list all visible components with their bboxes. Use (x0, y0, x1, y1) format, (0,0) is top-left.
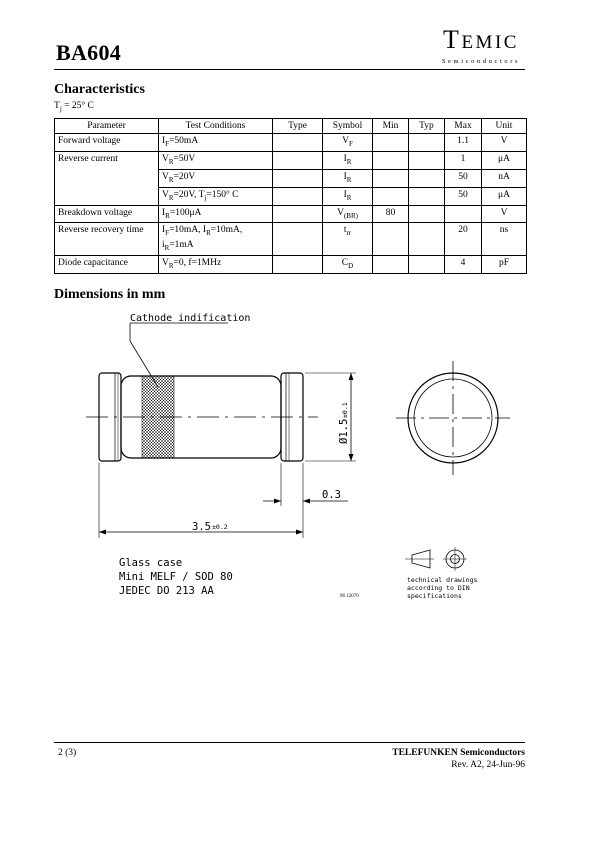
symbol-cell: $V_{(BR)}$ (323, 205, 373, 223)
max-cell: 50 (445, 169, 482, 187)
package-line: Glass case (119, 557, 183, 569)
brand-rest: EMIC (461, 32, 519, 53)
unit-cell: ns (482, 223, 527, 256)
col-header: Typ (409, 119, 445, 134)
param-cell: Diode capacitance (55, 256, 159, 274)
diode-end-view (396, 361, 510, 475)
unit-cell: μA (482, 151, 527, 169)
max-cell: 50 (445, 187, 482, 205)
din-note-line: technical drawings (407, 576, 478, 584)
length-label: 3.5 (192, 521, 211, 533)
col-header: Min (373, 119, 409, 134)
band-label: 0.3 (322, 489, 341, 501)
characteristics-heading: Characteristics (54, 82, 145, 97)
temperature-condition: $T_j = 25^\circ$ C (54, 101, 94, 113)
col-header: Parameter (55, 119, 159, 134)
package-line: Mini MELF / SOD 80 (119, 571, 233, 583)
unit-cell: V (482, 205, 527, 223)
param-cell: Reverse current (55, 151, 159, 169)
din-note-line: according to DIN (407, 584, 470, 592)
param-cell: Forward voltage (55, 134, 159, 152)
dimensions-heading: Dimensions in mm (54, 287, 166, 302)
diameter-tolerance: ±0.1 (341, 402, 349, 418)
min-cell: 80 (373, 205, 409, 223)
symbol-cell: $t_{rr}$ (323, 223, 373, 256)
diode-side-view (86, 373, 318, 461)
max-cell: 4 (445, 256, 482, 274)
condition-cell: $I_F=50mA$ (159, 134, 273, 152)
condition-cell: $I_F=10mA$, $I_R=10mA$, $i_R=1mA$ (159, 223, 273, 256)
band-dimension (263, 463, 348, 506)
condition-cell: $V_R=20V$ (159, 169, 273, 187)
cathode-label: Cathode indification (130, 313, 251, 324)
unit-cell: pF (482, 256, 527, 274)
brand-cap: T (443, 25, 462, 54)
diameter-label: Ø1.5 (338, 418, 350, 444)
unit-cell: V (482, 134, 527, 152)
symbol-cell: $V_F$ (323, 134, 373, 152)
max-cell: 1 (445, 151, 482, 169)
part-number: BA604 (56, 40, 122, 65)
param-cell: Reverse recovery time (55, 223, 159, 256)
max-cell: 20 (445, 223, 482, 256)
drawing-id: 96 12070 (340, 594, 359, 599)
din-note-line: specifications (407, 592, 462, 600)
col-header: Symbol (323, 119, 373, 134)
footer-company: TELEFUNKEN Semiconductors (392, 748, 525, 758)
condition-cell: $V_R=50V$ (159, 151, 273, 169)
max-cell: 1.1 (445, 134, 482, 152)
param-cell: Breakdown voltage (55, 205, 159, 223)
din-projection-symbol (405, 547, 467, 571)
symbol-cell: $C_D$ (323, 256, 373, 274)
footer-revision: Rev. A2, 24-Jun-96 (451, 760, 525, 770)
length-tolerance: ±0.2 (212, 523, 228, 531)
unit-cell: nA (482, 169, 527, 187)
col-header: Max (445, 119, 482, 134)
symbol-cell: $I_R$ (323, 169, 373, 187)
condition-cell: $V_R=0$, f=1MHz (159, 256, 273, 274)
col-header: Test Conditions (159, 119, 273, 134)
brand-subtitle: Semiconductors (441, 58, 521, 65)
unit-cell: μA (482, 187, 527, 205)
page-number: 2 (3) (58, 748, 77, 758)
footer-rule (54, 742, 525, 743)
symbol-cell: $I_R$ (323, 151, 373, 169)
condition-cell: $V_R=20V$, $T_j=150^\circ$ C (159, 187, 273, 205)
condition-cell: $I_R=100\mu A$ (159, 205, 273, 223)
symbol-cell: $I_R$ (323, 187, 373, 205)
col-header: Type (273, 119, 323, 134)
package-line: JEDEC DO 213 AA (119, 585, 214, 597)
length-dimension (99, 463, 303, 538)
col-header: Unit (482, 119, 527, 134)
